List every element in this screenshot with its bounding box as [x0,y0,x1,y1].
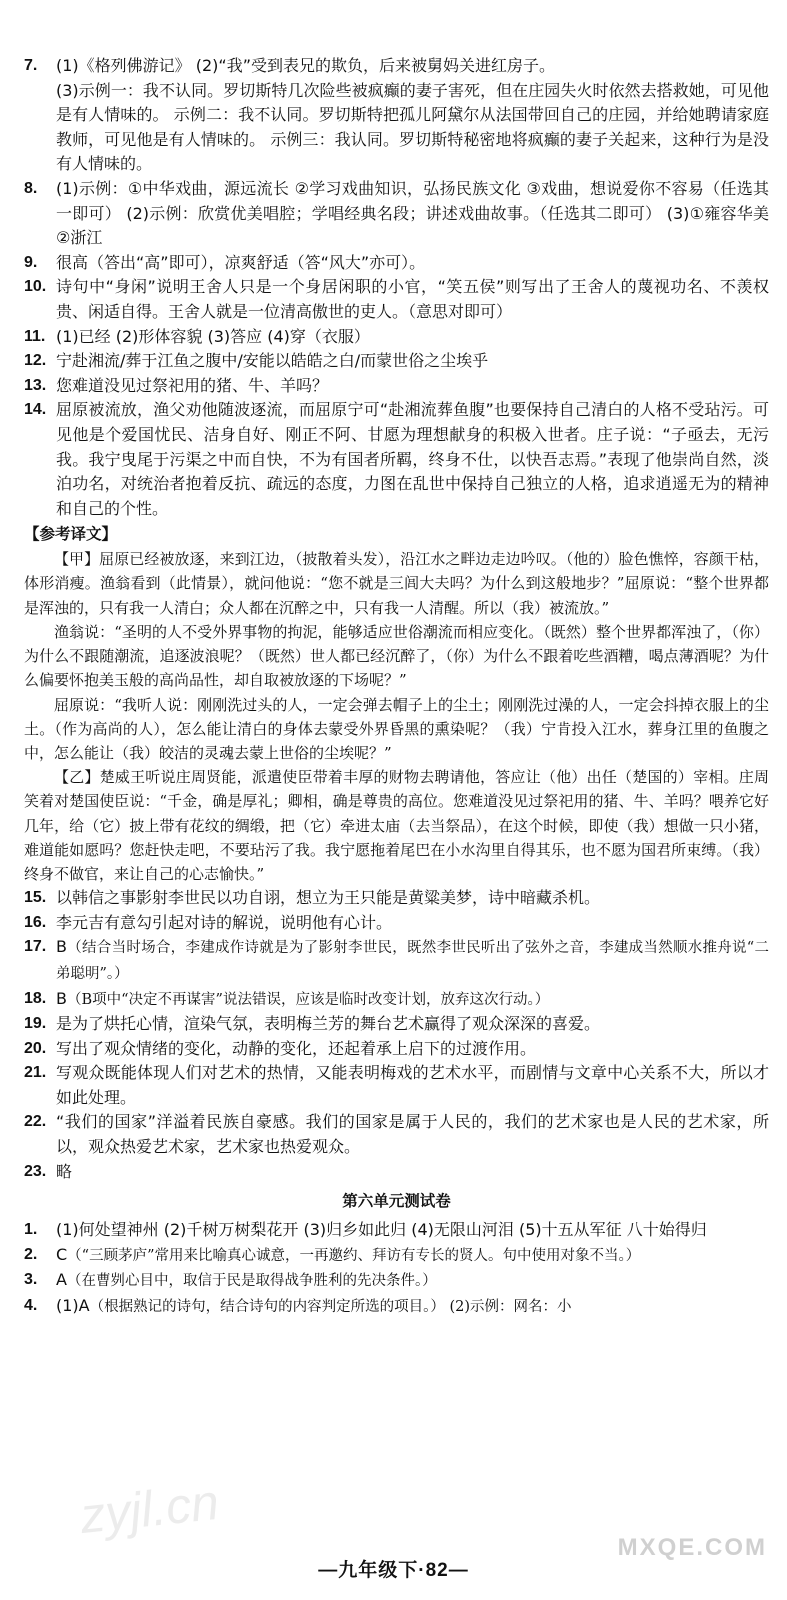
item-answer: 李元吉有意勾引起对诗的解说，说明他有心计。 [56,912,393,932]
item-line: (3)示例一：我不认同。罗切斯特几次险些被疯癫的妻子害死，但在庄园失火时依然去搭救她，可见他是有人情味的。 示例二：我不认同。罗切斯特把孤儿阿黛尔从法国带回自己的庄园，并给她聘请家庭教师，可见他是有人情味的。 示例三：我认同。罗切斯特秘密地将疯癫的妻子关起来，这种行为是没有人情味的。 [56,80,769,174]
answer-item [24,1218,769,1243]
item-text [56,325,769,350]
item-text [56,1037,769,1062]
translation-paragraph: 【乙】楚威王听说庄周贤能，派遣使臣带着丰厚的财物去聘请他，答应让（他）出任（楚国的）宰相。庄周笑着对楚国使臣说：“千金，确是厚礼；卿相，确是尊贵的高位。您难道没见过祭祀用的猪、牛、羊吗？喂养它好几年，给（它）披上带有花纹的绸缎，把（它）牵进太庙（去当祭品），在这个时候，即使（我）想做一只小猪，难道能如愿吗？您赶快走吧，不要玷污了我。我宁愿拖着尾巴在小水沟里自得其乐，也不愿为国君所束缚。（我）终身不做官，来让自己的心志愉快。” [24,768,769,883]
answer-item [24,349,769,374]
item-line: 诗句中“身闲”说明王舍人只是一个身居闲职的小官，“笑五侯”则写出了王舍人的蔑视功名、不羡权贵、闲适自得。王舍人就是一位清高傲世的吏人。（意思对即可） [56,277,769,321]
item-number: 14. [24,401,47,419]
item-number: 20. [24,1039,47,1057]
item-line: (1)《格列佛游记》 (2)“我”受到表兄的欺负，后来被舅妈关进红房子。 [56,56,555,75]
item-text [56,1218,769,1243]
item-text [56,987,769,1013]
item-text [56,1061,769,1110]
item-text [56,1012,769,1037]
item-answer: 略 [56,1161,73,1181]
item-number: 4. [24,1297,38,1315]
item-line: (1)已经 (2)形体容貌 (3)答应 (4)穿（衣服） [56,326,370,346]
answer-column [24,54,769,1320]
item-number: 17. [24,938,47,956]
item-text [56,349,769,374]
translation-heading: 【参考译文】 [24,525,118,544]
item-number: 8. [24,179,38,197]
item-text [56,1160,769,1185]
item-answer: 写出了观众情绪的变化，动静的变化，还起着承上启下的过渡作用。 [56,1038,537,1058]
item-answer: 写观众既能体现人们对艺术的热情，又能表明梅戏的艺术水平，而剧情与文章中心关系不大，所以才如此处理。 [56,1063,769,1107]
item-line: 宁赴湘流/葬于江鱼之腹中/安能以皓皓之白/而蒙世俗之尘埃乎 [56,351,489,371]
item-text [56,177,769,251]
item-text [56,1294,769,1320]
answer-item [24,374,769,399]
section-title: 第六单元测试卷 [342,1192,451,1211]
item-line: (1)示例：①中华戏曲，源远流长 ②学习戏曲知识，弘扬民族文化 ③戏曲，想说爱你不容易（任选其一即可） (2)示例：欣赏优美唱腔；学唱经典名段；讲述戏曲故事。（任选其二即可） (3)①雍容华美 ②浙江 [56,178,769,248]
item-number: 13. [24,376,47,394]
item-number: 18. [24,989,47,1007]
item-number: 15. [24,889,47,907]
answer-item [24,886,769,911]
item-answer: C [56,1244,68,1264]
item-number: 12. [24,352,47,370]
translation-paragraph: 【甲】屈原已经被放逐，来到江边，（披散着头发），沿江水之畔边走边吟叹。（他的）脸色憔悴，容颜干枯，体形消瘦。渔翁看到（此情景），就问他说：“您不就是三闾大夫吗？为什么到这般地步？”屈原说：“整个世界都是浑浊的，只有我一人清白；众人都在沉醉之中，只有我一人清醒。所以（我）被流放。” [24,550,769,617]
item-line: 您难道没见过祭祀用的猪、牛、羊吗？ [56,375,329,395]
item-answer: 以韩信之事影射李世民以功自诩，想立为王只能是黄粱美梦，诗中暗藏杀机。 [56,888,601,908]
item-note: （在曹刿心目中，取信于民是取得战争胜利的先决条件。） [66,1273,437,1290]
page-footer: —九年级下·82— [318,1560,469,1581]
item-line: 很高（答出“高”即可），凉爽舒适（答“风大”亦可）。 [56,252,426,272]
item-answer: A [56,1270,67,1290]
item-number: 19. [24,1015,47,1033]
item-note: （结合当时场合，李建成作诗就是为了影射李世民，既然李世民听出了弦外之音，李建成当然顺水推舟说“二弟聪明”。） [56,940,769,982]
item-number: 21. [24,1064,47,1082]
answer-item [24,1294,769,1320]
item-text [56,374,769,399]
item-answer: (1)A [56,1296,90,1316]
item-number: 22. [24,1113,47,1131]
item-text [56,1110,769,1159]
item-line: 屈原被流放，渔父劝他随波逐流，而屈原宁可“赴湘流葬鱼腹”也要保持自己清白的人格不受玷污。可见他是个爱国忧民、洁身自好、刚正不阿、甘愿为理想献身的积极入世者。庄子说：“子亟去，无污我。我宁曳尾于污渠之中而自快，不为有国者所羁，终身不仕，以快吾志焉。”表现了他崇尚自然，淡泊功名，对统治者抱着反抗、疏远的态度，力图在乱世中保持自己独立的人格，追求逍遥无为的精神和自己的个性。 [56,400,769,518]
item-number: 1. [24,1221,38,1239]
answer-item [24,1243,769,1269]
item-text [56,886,769,911]
item-text [56,54,769,177]
item-text [56,911,769,936]
translation-paragraph: 渔翁说：“圣明的人不受外界事物的拘泥，能够适应世俗潮流而相应变化。（既然）整个世界都浑浊了，（你）为什么不跟随潮流，追逐波浪呢？（既然）世人都已经沉醉了，（你）为什么不跟着吃些酒糟，喝点薄酒呢？为什么偏要怀抱美玉般的高尚品性，却自取被放逐的下场呢？” [24,622,769,690]
answer-item [24,935,769,986]
item-note: （根据熟记的诗句，结合诗句的内容判定所选的项目。） (2)示例：网名：小 [89,1299,572,1316]
item-answer: B [56,988,67,1008]
item-number: 11. [24,327,46,345]
item-text [56,398,769,521]
item-number: 23. [24,1162,47,1180]
item-text [56,1268,769,1294]
item-answer: B [56,937,67,957]
item-answer: 是为了烘托心情，渲染气氛，表明梅兰芳的舞台艺术赢得了观众深深的喜爱。 [56,1014,601,1034]
answer-item [24,398,769,521]
item-note: （“三顾茅庐”常用来比喻真心诚意，一再邀约、拜访有专长的贤人。句中使用对象不当。） [67,1247,641,1264]
answer-item [24,1061,769,1110]
item-answer: “我们的国家”洋溢着民族自豪感。我们的国家是属于人民的，我们的艺术家也是人民的艺术家，所以，观众热爱艺术家，艺术家也热爱观众。 [56,1112,769,1157]
item-text [56,935,769,986]
answer-item [24,911,769,936]
item-number: 3. [24,1271,38,1289]
answer-item [24,1037,769,1062]
item-text [56,251,769,276]
item-text [56,275,769,324]
answer-item [24,1012,769,1037]
item-answer: (1)何处望神州 (2)千树万树梨花开 (3)归乡如此归 (4)无限山河泪 (5)十五从军征 八十始得归 [56,1220,707,1240]
translation-paragraph: 屈原说：“我听人说：刚刚洗过头的人，一定会弹去帽子上的尘土；刚刚洗过澡的人，一定会抖掉衣服上的尘土。（作为高尚的人），怎么能让清白的身体去蒙受外界昏黑的熏染呢？（我）宁肯投入江水，葬身江里的鱼腹之中，怎么能让（我）皎洁的灵魂去蒙上世俗的尘埃呢？” [24,695,769,762]
item-text [56,1243,769,1269]
watermark-zyjl: zyjl.cn [77,1473,222,1545]
answer-item [24,325,769,350]
item-number: 7. [24,57,38,74]
answer-item [24,251,769,276]
answer-item [24,987,769,1013]
answer-item [24,54,769,177]
item-number: 9. [24,253,38,271]
answer-item [24,177,769,251]
item-number: 2. [24,1245,38,1263]
answer-item [24,1268,769,1294]
answer-item [24,1160,769,1185]
answer-item [24,275,769,324]
answer-item [24,1110,769,1159]
item-number: 10. [24,278,47,296]
item-note: （B项中“决定不再谋害”说法错误，应该是临时改变计划，放弃这次行动。） [66,991,550,1008]
watermark-mxqe: MXQE.COM [617,1534,767,1561]
item-number: 16. [24,913,47,931]
